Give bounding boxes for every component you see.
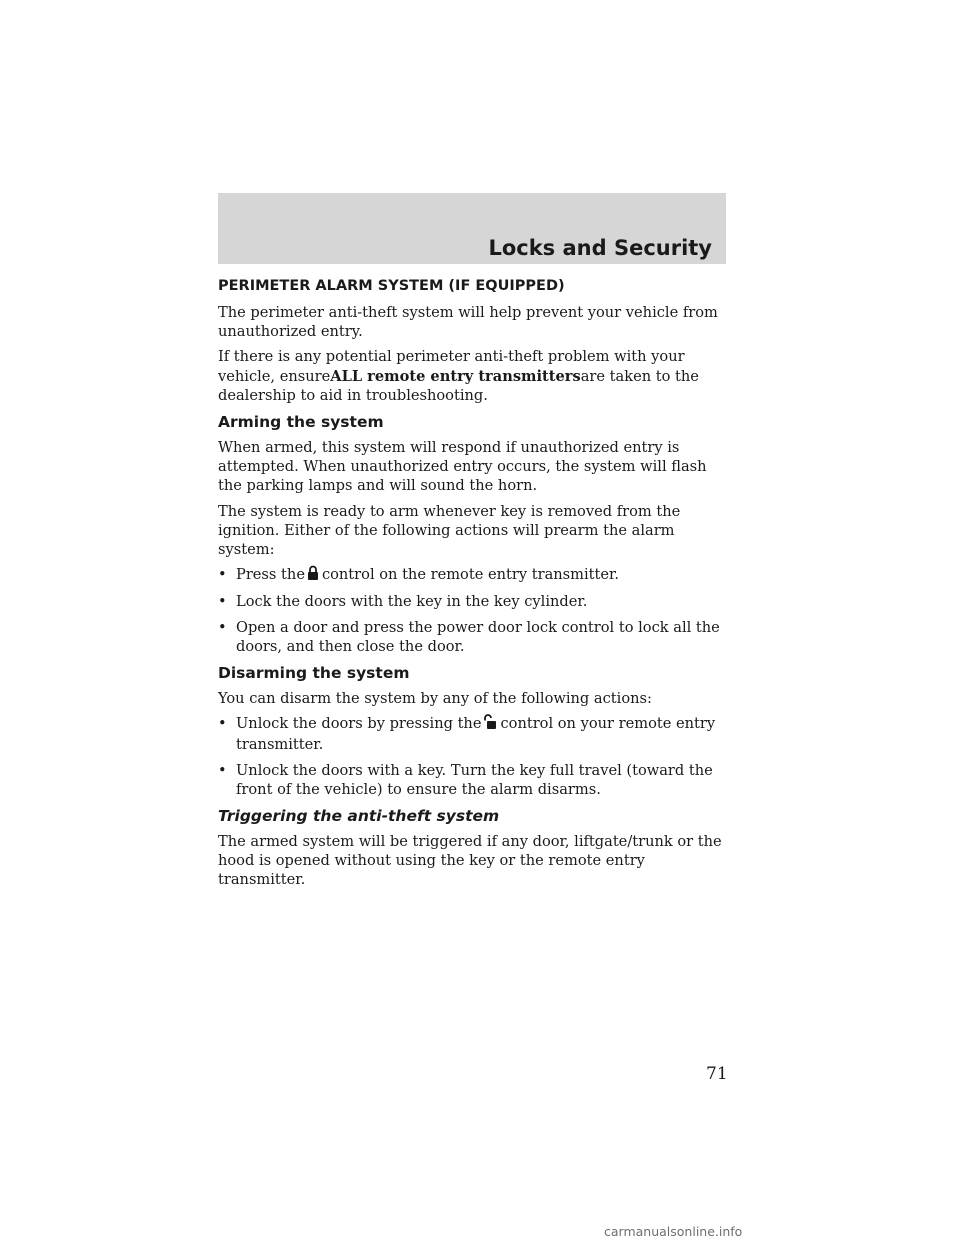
bullet-dot: • (218, 618, 227, 636)
bullet-dot: • (218, 715, 227, 733)
triggering-heading: Triggering the anti-theft system (218, 807, 500, 826)
list-item (218, 714, 728, 754)
arming-heading: Arming the system (218, 413, 384, 432)
bullet-text-end: control on your remote entry transmitter. (236, 715, 716, 754)
lock-icon (307, 565, 319, 586)
perimeter-intro: The perimeter anti-theft system will help prevent your vehicle from unauthorized entry. (218, 304, 718, 341)
bullet-dot: • (218, 593, 227, 611)
section-title: Locks and Security (488, 236, 712, 260)
bullet-text: Open a door and press the power door lock control to lock all the doors, and then close the door. (236, 618, 720, 655)
bullet-text-end: control on the remote entry transmitter. (321, 566, 620, 584)
bullet-text: Unlock the doors with a key. Turn the key full travel (toward the front of the vehicle) to ensure the alarm disarms. (236, 761, 713, 798)
bullet-text-start: Unlock the doors by pressing the (236, 715, 482, 733)
arming-para-1: When armed, this system will respond if unauthorized entry is attempted. When unauthorized entry occurs, the system will flash the parking lamps and will sound the horn. (218, 439, 707, 495)
watermark: carmanualsonline.info (604, 1224, 743, 1239)
perimeter-note-start: If there is any potential perimeter anti-theft problem with your vehicle, ensure (218, 348, 685, 385)
list-item (218, 618, 728, 656)
disarming-para: You can disarm the system by any of the following actions: (218, 690, 652, 708)
perimeter-note-end: are taken to the dealership to aid in troubleshooting. (218, 367, 699, 404)
list-item (218, 565, 728, 586)
bullet-dot: • (218, 761, 227, 779)
perimeter-note (218, 347, 728, 405)
bullet-dot: • (218, 566, 227, 584)
page-content (218, 276, 728, 896)
perimeter-note-bold: ALL remote entry transmitters (330, 367, 581, 385)
list-item (218, 761, 728, 799)
page-number: 71 (706, 1064, 728, 1084)
arming-para-2: The system is ready to arm whenever key is removed from the ignition. Either of the following actions will prearm the alarm system: (218, 502, 681, 559)
bullet-text-start: Press the (236, 566, 305, 584)
perimeter-heading: PERIMETER ALARM SYSTEM (IF EQUIPPED) (218, 278, 565, 294)
list-item (218, 592, 728, 611)
bullet-text: Lock the doors with the key in the key cylinder. (236, 593, 588, 611)
triggering-para: The armed system will be triggered if any door, liftgate/trunk or the hood is opened without using the key or the remote entry transmitter. (218, 833, 722, 889)
header-band (218, 193, 726, 264)
disarming-heading: Disarming the system (218, 664, 410, 683)
unlock-icon (483, 714, 497, 735)
